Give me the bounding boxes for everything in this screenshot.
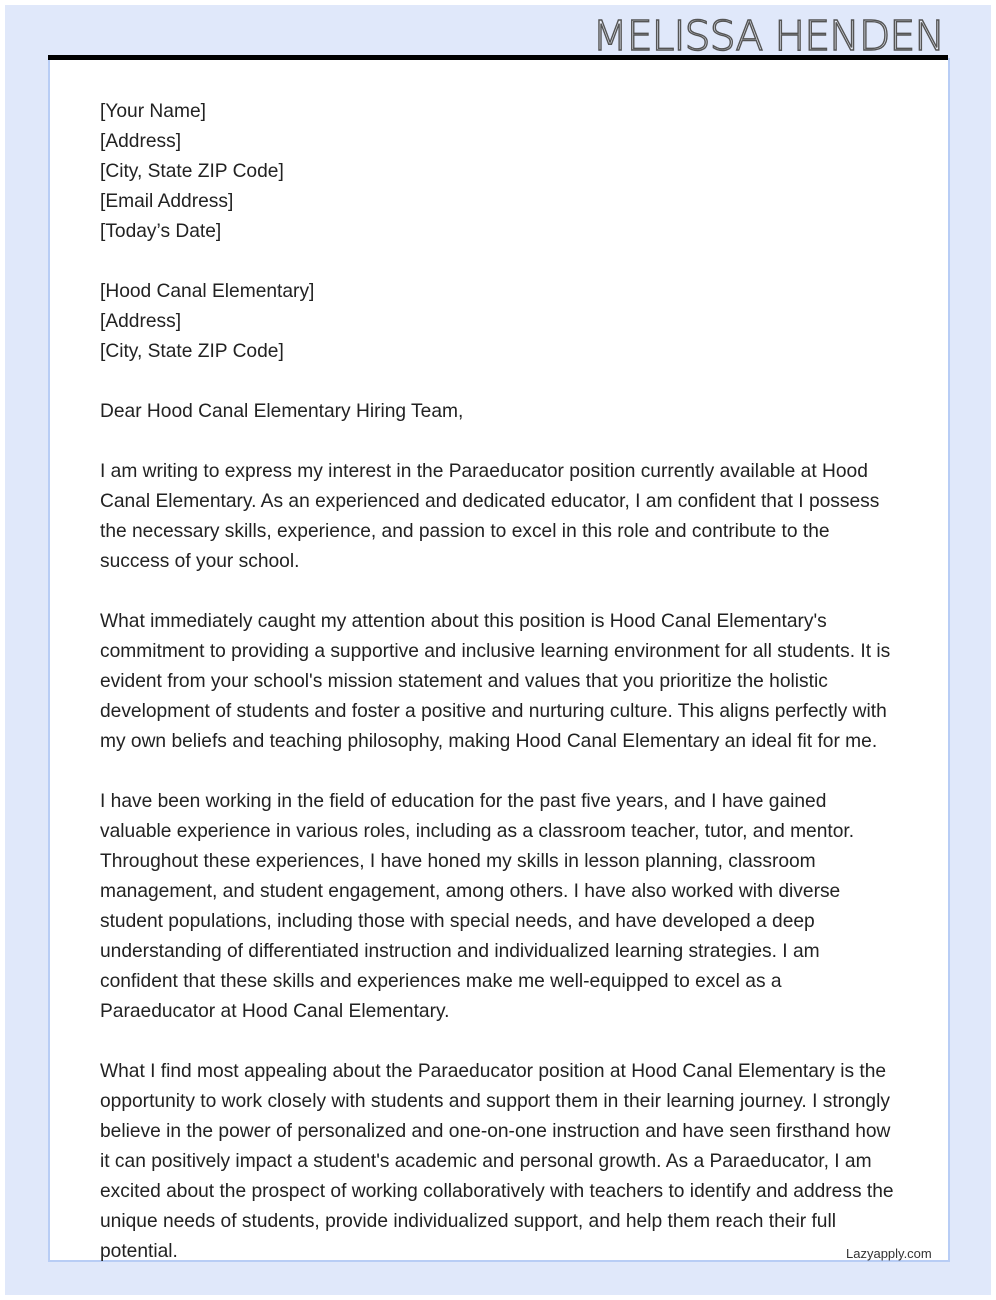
sender-email: [Email Address] (100, 191, 234, 212)
paragraph: What immediately caught my attention about this position is Hood Canal Elementary's commitment to providing a supportive and inclusive learning environment for all students. It is evident from your school's mission statement and values that you prioritize the holistic development of students and foster a positive and nurturing culture. This aligns perfectly with my own beliefs and teaching philosophy, making Hood Canal Elementary an ideal fit for me. (100, 611, 891, 752)
recipient-city: [City, State ZIP Code] (100, 341, 284, 362)
recipient-block (100, 277, 900, 367)
watermark: Lazyapply.com (846, 1246, 932, 1261)
sender-date: [Today’s Date] (100, 221, 222, 242)
paragraph: I have been working in the field of education for the past five years, and I have gained valuable experience in various roles, including as a classroom teacher, tutor, and mentor. Throughout these experiences, I have honed my skills in lesson planning, classroom management, and student engagement, among others. I have also worked with diverse student populations, including those with special needs, and have developed a deep understanding of differentiated instruction and individualized learning strategies. I am confident that these skills and experiences make me well-equipped to excel as a Paraeducator at Hood Canal Elementary. (100, 791, 855, 1022)
recipient-address: [Address] (100, 311, 182, 332)
header-name: MELISSA HENDEN (592, 12, 944, 60)
salutation: Dear Hood Canal Elementary Hiring Team, (100, 401, 464, 422)
sender-name: [Your Name] (100, 101, 206, 122)
sender-address: [Address] (100, 131, 182, 152)
paragraph: What I find most appealing about the Paraeducator position at Hood Canal Elementary is the opportunity to work closely with students and support them in their learning journey. I strongly believe in the power of personalized and one-on-one instruction and have seen firsthand how it can positively impact a student's academic and personal growth. As a Paraeducator, I am excited about the prospect of working collaboratively with teachers to identify and address the unique needs of students, provide individualized support, and help them reach their full potential. (100, 1061, 894, 1262)
recipient-name: [Hood Canal Elementary] (100, 281, 315, 302)
letter-body (100, 97, 900, 1297)
sender-city: [City, State ZIP Code] (100, 161, 284, 182)
sender-block (100, 97, 900, 247)
paragraph: I am writing to express my interest in the Paraeducator position currently available at Hood Canal Elementary. As an experienced and dedicated educator, I am confident that I possess the necessary skills, experience, and passion to excel in this role and contribute to the success of your school. (100, 461, 880, 572)
